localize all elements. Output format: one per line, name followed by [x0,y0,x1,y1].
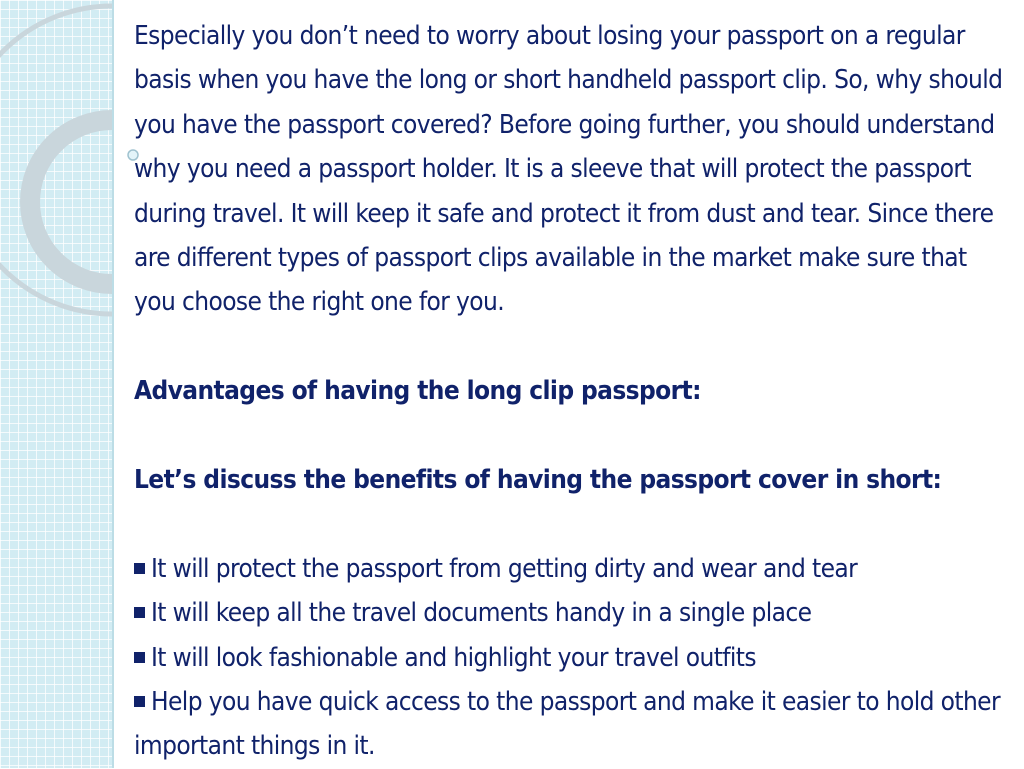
list-item [134,591,1006,635]
spacer [134,502,1006,546]
bullet-square-icon [134,696,145,707]
bullet-square-icon [134,563,145,574]
slide-content [134,14,1006,769]
benefits-list [134,547,1006,769]
list-item-text: Help you have quick access to the passport and make it easier to hold other important things in it. [134,687,1000,762]
intro-paragraph: Especially you don’t need to worry about losing your passport on a regular basis when you have the long or short handheld passport clip. So, why should you have the passport covered? Before going further, you should understand why you need a passport holder. It is a sleeve that will protect the passport during travel. It will keep it safe and protect it from dust and tear. Since there are different types of passport clips available in the market make sure that you choose the right one for you. [134,21,1003,318]
spacer [134,414,1006,458]
decorative-rings [0,0,150,340]
list-item [134,547,1006,591]
heading-long-clip: Advantages of having the long clip passport: [134,376,701,407]
bullet-square-icon [134,652,145,663]
inner-ring-arc [30,120,112,284]
list-item [134,636,1006,680]
bullet-square-icon [134,607,145,618]
list-item-text: It will look fashionable and highlight your travel outfits [151,642,756,673]
heading-short-benefits: Let’s discuss the benefits of having the passport cover in short: [134,465,942,496]
list-item [134,680,1006,769]
spacer [134,325,1006,369]
list-item-text: It will protect the passport from getting dirty and wear and tear [151,553,858,584]
list-item-text: It will keep all the travel documents handy in a single place [151,598,812,629]
